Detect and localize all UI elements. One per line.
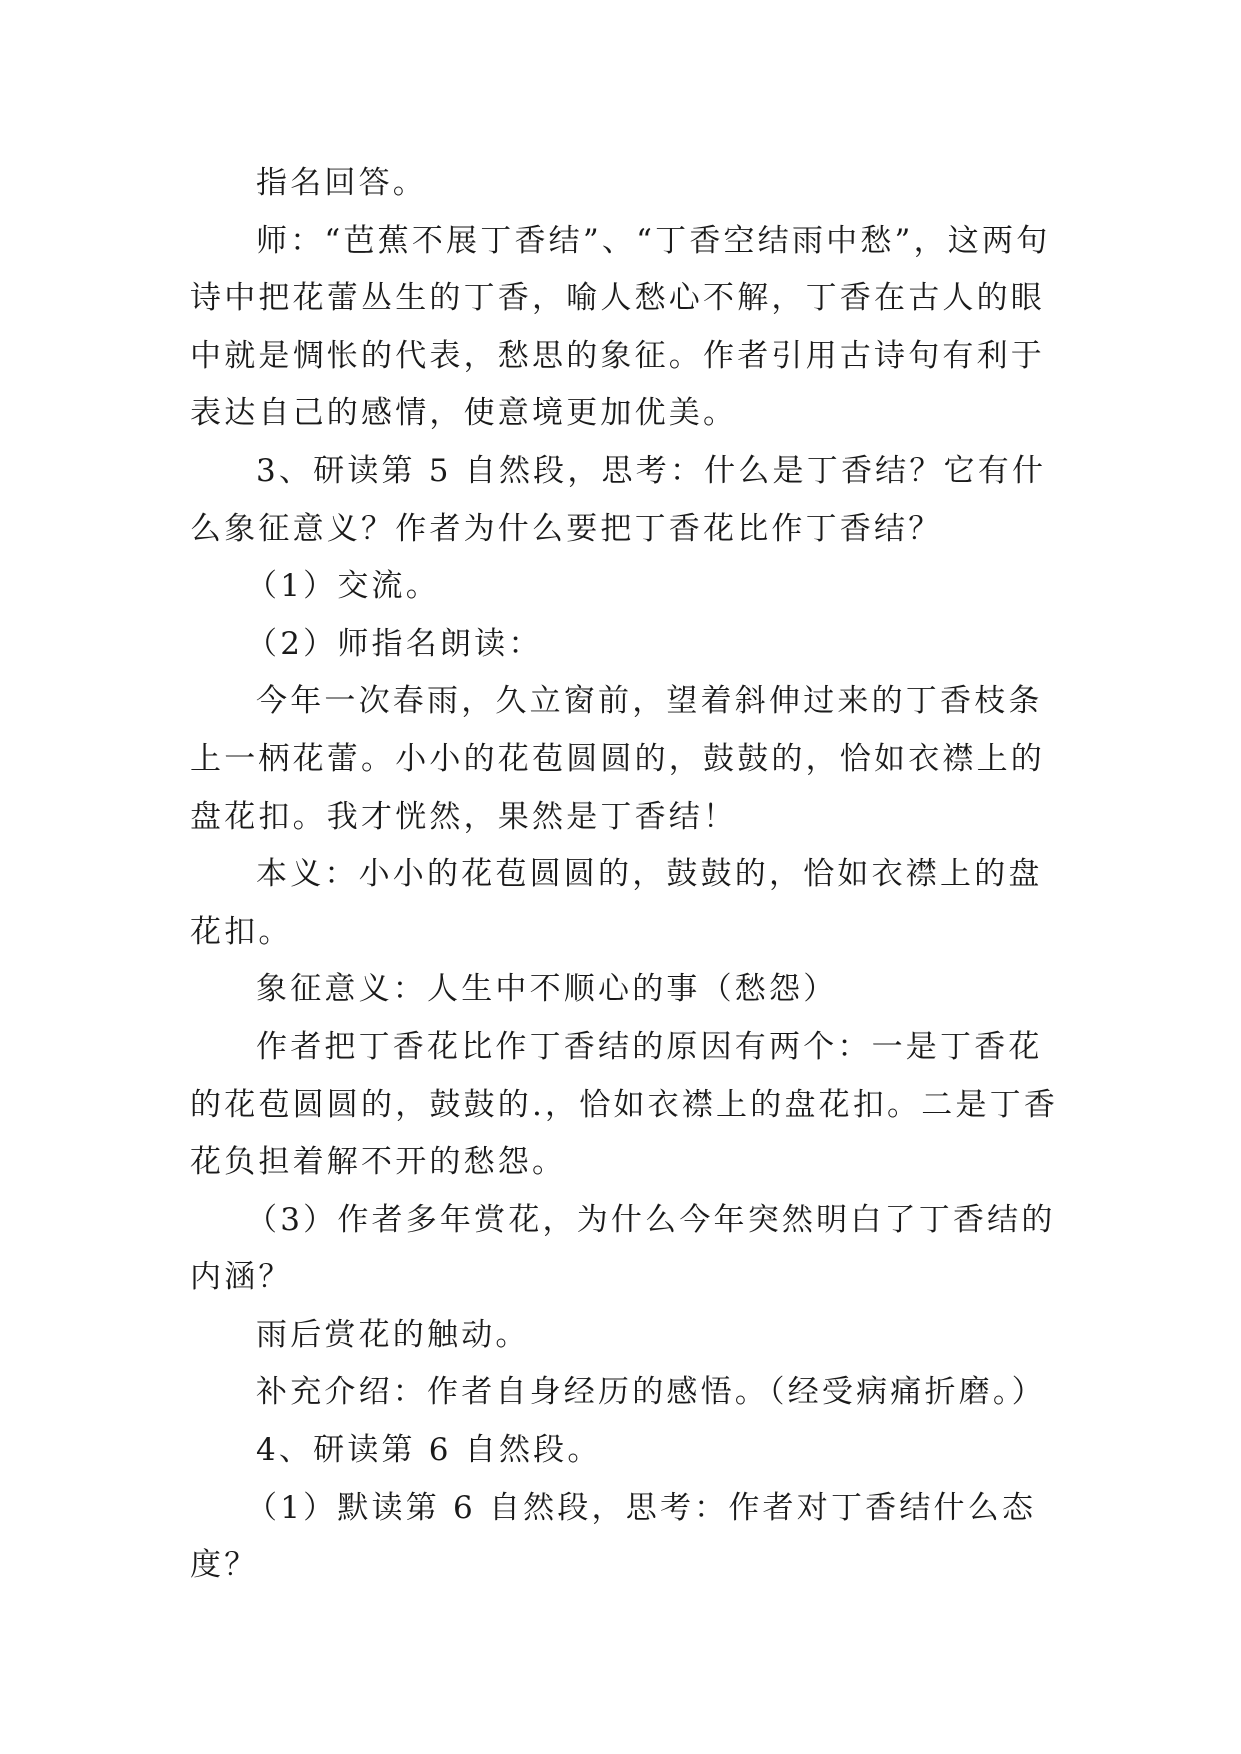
paragraph-item-2-reading: （2）师指名朗读：: [246, 625, 543, 662]
paragraph-symbolic-meaning: 象征意义：人生中不顺心的事（愁怨）: [256, 971, 838, 1008]
paragraph-answer-prompt: 指名回答。: [256, 165, 427, 201]
paragraph-item-1-silent-reading: （1）默读第 6 自然段，思考：作者对丁香结什么态度？: [190, 1489, 1037, 1584]
paragraph-teacher-explanation: 师：“芭蕉不展丁香结”、“丁香空结雨中愁”，这两句诗中把花蕾丛生的丁香，喻人愁心不解，丁香在古人的眼中就是惆怅的代表，愁思的象征。作者引用古诗句有利于表达自己的感情，使意境更加优美。: [190, 222, 1051, 432]
paragraph-item-1-exchange: （1）交流。: [246, 568, 440, 605]
paragraph-quoted-text: 今年一次春雨，久立窗前，望着斜伸过来的丁香枝条上一柄花蕾。小小的花苞圆圆的，鼓鼓的，恰如衣襟上的盘花扣。我才恍然，果然是丁香结！: [190, 683, 1045, 835]
paragraph-step-3-question: 3、研读第 5 自然段，思考：什么是丁香结？它有什么象征意义？作者为什么要把丁香花比作丁香结？: [190, 452, 1047, 547]
paragraph-supplementary-intro: 补充介绍：作者自身经历的感悟。（经受病痛折磨。）: [256, 1374, 1046, 1411]
paragraph-reasons: 作者把丁香花比作丁香结的原因有两个：一是丁香花的花苞圆圆的，鼓鼓的.，恰如衣襟上的盘花扣。二是丁香花负担着解不开的愁怨。: [190, 1028, 1059, 1181]
paragraph-literal-meaning: 本义：小小的花苞圆圆的，鼓鼓的，恰如衣襟上的盘花扣。: [190, 856, 1043, 950]
paragraph-item-3-question: （3）作者多年赏花，为什么今年突然明白了丁香结的内涵？: [190, 1201, 1056, 1296]
paragraph-rain-trigger: 雨后赏花的触动。: [256, 1316, 530, 1353]
paragraph-step-4-heading: 4、研读第 6 自然段。: [256, 1432, 602, 1469]
document-body: [190, 155, 1060, 1595]
